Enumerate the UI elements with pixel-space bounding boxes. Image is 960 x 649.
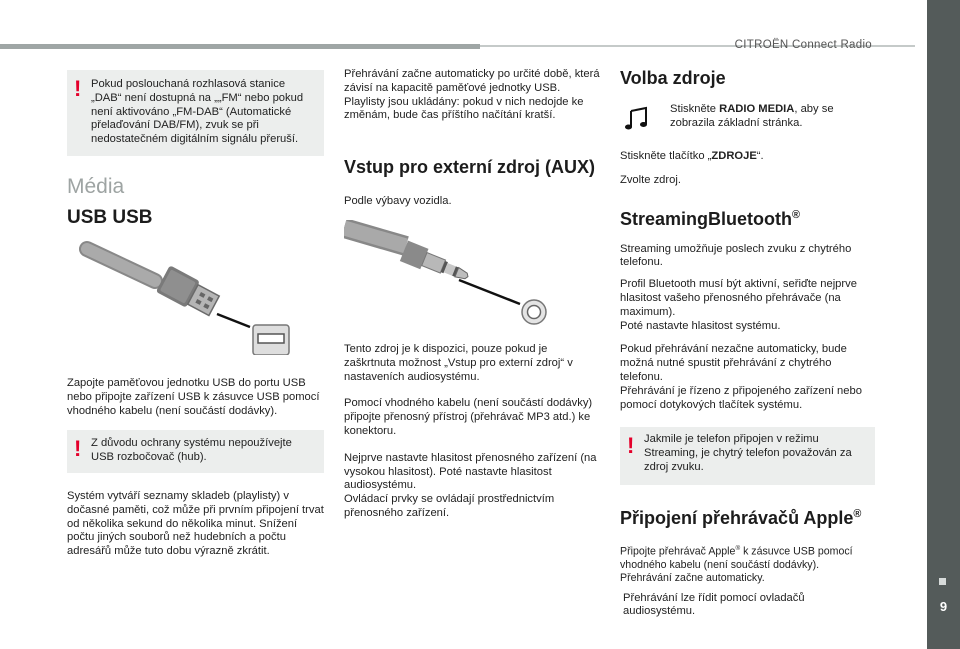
aux-jack-icon — [344, 220, 602, 332]
warning-box-streaming — [620, 427, 875, 484]
radio-media-label: RADIO MEDIA — [719, 103, 795, 115]
source-heading: Volba zdroje — [620, 68, 726, 88]
choose-source-text: Zvolte zdroj. — [620, 173, 681, 186]
usb-heading: USB USB — [67, 206, 153, 228]
sources-label: ZDROJE — [711, 150, 757, 162]
registered-mark: ® — [792, 208, 800, 221]
warning-text: Jakmile je telefon připojen v režimu Streaming, je chytrý telefon považován za zdroj zvuku. — [644, 433, 852, 473]
bluetooth-profile-text: Profil Bluetooth musí být aktivní, seřiďte nejprve hlasitost vašeho přenosného přehrávače (na maximum). — [620, 278, 857, 318]
control-from-device-text: Přehrávání je řízeno z připojeného zařízení nebo pomocí dotykových tlačítek systému. — [620, 384, 862, 411]
continue-marker — [939, 578, 946, 585]
warning-box-dab — [67, 70, 324, 156]
press-prefix: Stiskněte — [670, 103, 720, 115]
equipment-text: Podle výbavy vozidla. — [344, 195, 452, 208]
column-middle — [344, 68, 602, 521]
music-note-icon — [624, 105, 650, 131]
usb-illustration — [67, 237, 324, 355]
apple-autoplay-text: Přehrávání začne automaticky. — [620, 572, 765, 585]
apple-heading — [620, 508, 875, 529]
warning-icon: ! — [74, 436, 82, 462]
playback-text: Přehrávání začne automaticky po určité době, která závisí na kapacitě paměťové jednotky USB. Playlisty jsou ukládány: pokud v nich nedojde ke změnám, bude čas příštího načítání kratší. — [344, 68, 600, 122]
column-right — [620, 68, 875, 619]
playlist-text: Systém vytváří seznamy skladeb (playlisty) v dočasné paměti, což může při prvním připojení trvat od několika sekund do několika minut. Snížení počtu jiných souborů než hudebních a počtu adresářů může tuto dobu výrazně zkrátit. — [67, 489, 324, 558]
apple-control-text: Přehrávání lze řídit pomocí ovladačů audiosystému. — [623, 591, 805, 618]
aux-heading: Vstup pro externí zdroj (AUX) — [344, 157, 596, 178]
header-title: CITROËN Connect Radio — [734, 39, 872, 51]
streaming-text: Streaming umožňuje poslech zvuku z chytrého telefonu. — [620, 242, 852, 269]
apple-connect-prefix: Připojte přehrávač Apple — [620, 545, 736, 558]
apple-heading-text: Připojení přehrávačů Apple — [620, 507, 854, 528]
autoplay-text: Pokud přehrávání nezačne automaticky, bude možná nutné spustit přehrávání z chytrého telefonu. — [620, 343, 847, 383]
bluetooth-heading-text: StreamingBluetooth — [620, 208, 793, 229]
page-side-bar — [927, 0, 960, 649]
usb-connect-text: Zapojte paměťovou jednotku USB do portu USB nebo připojte zařízení USB k zásuvce USB pomocí vhodného kabelu (není součástí dodávky). — [67, 376, 320, 417]
sources-suffix: “. — [756, 150, 764, 162]
bluetooth-heading — [620, 209, 875, 230]
usb-cable-icon — [67, 237, 324, 355]
apple-connect-suffix: k zásuvce USB pomocí vhodného kabelu (není součástí dodávky). — [620, 545, 853, 571]
aux-cable-text: Pomocí vhodného kabelu (není součástí dodávky) připojte přenosný přístroj (přehrávač MP3 atd.) ke konektoru. — [344, 397, 593, 437]
warning-box-hub — [67, 430, 324, 473]
press-suffix: , aby se zobrazila základní stránka. — [670, 103, 834, 129]
registered-mark: ® — [853, 507, 862, 520]
volume-text: Nejprve nastavte hlasitost přenosného zařízení (na vysokou hlasitost). Poté nastavte hlasitost audiosystému. — [344, 451, 597, 492]
header-rule-thick — [0, 44, 480, 49]
registered-mark: ® — [735, 544, 741, 552]
controls-text: Ovládací prvky se ovládají prostřednictvím přenosného zařízení. — [344, 493, 555, 519]
section-title: Média — [67, 174, 125, 198]
warning-icon: ! — [627, 433, 635, 459]
apple-connect-text — [620, 542, 875, 572]
warning-icon: ! — [74, 76, 82, 101]
warning-text: Pokud poslouchaná rozhlasová stanice „DAB“ není dostupná na „„FM“ nebo pokud není aktivováno „FM-DAB“ (Automatické přelaďování DAB/FM), zvuk se při nedostatečném digitálním signálu přeruší. — [91, 78, 304, 146]
sources-prefix: Stiskněte tlačítko „ — [620, 150, 712, 162]
system-volume-text: Poté nastavte hlasitost systému. — [620, 319, 781, 332]
aux-illustration — [344, 220, 602, 332]
warning-text: Z důvodu ochrany systému nepoužívejte USB rozbočovač (hub). — [91, 437, 292, 464]
page-number: 9 — [939, 599, 948, 614]
column-left — [67, 70, 324, 559]
radio-media-instruction — [620, 103, 875, 137]
aux-availability-text: Tento zdroj je k dispozici, pouze pokud je zaškrtnuta možnost „Vstup pro externí zdroj“ v nastaveních audiosystému. — [344, 342, 573, 383]
